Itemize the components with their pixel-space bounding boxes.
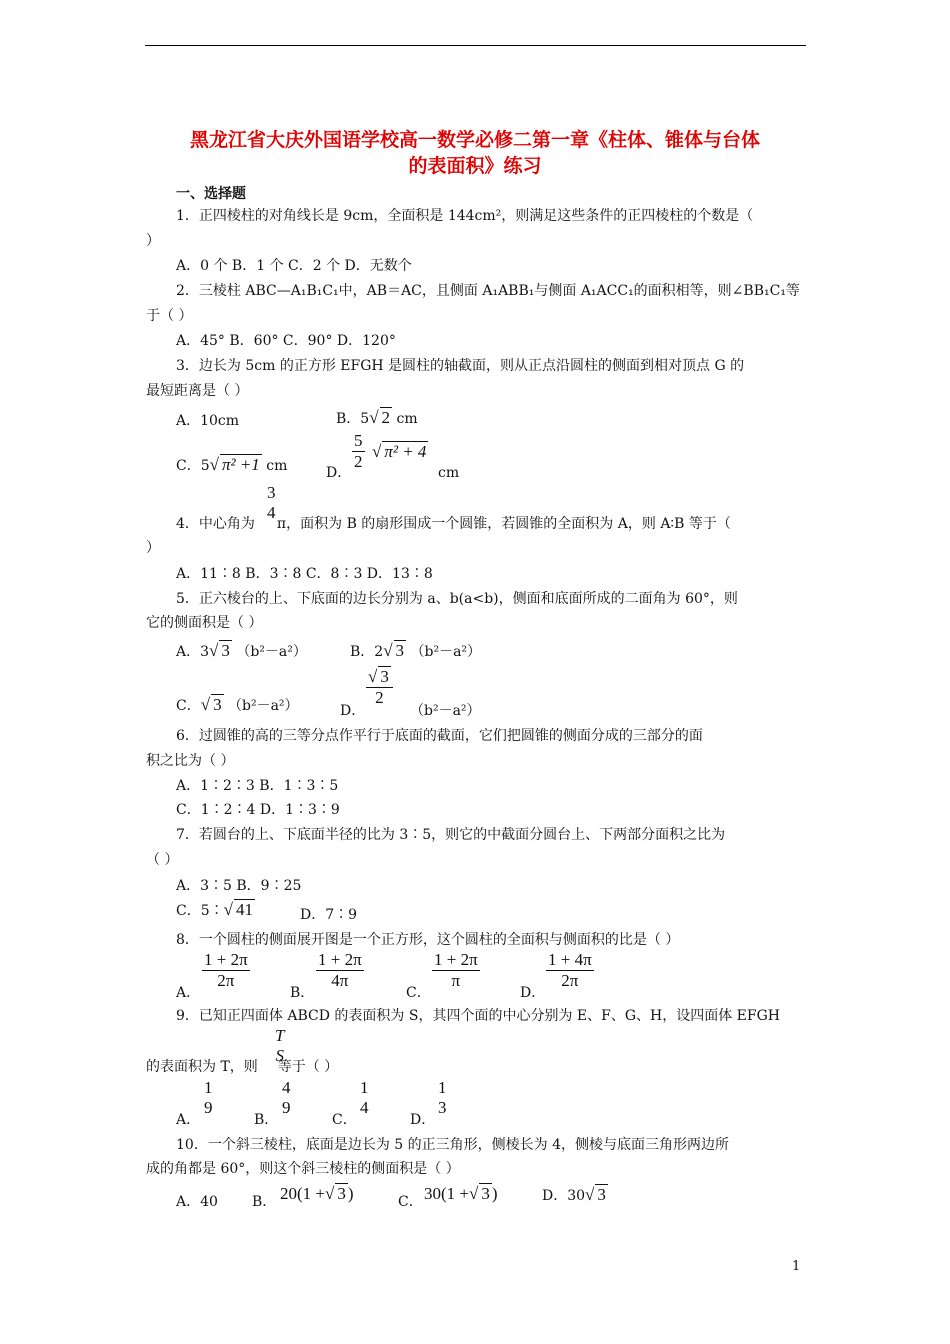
q5-option-a — [176, 640, 307, 662]
q3-d-label: D． — [326, 465, 352, 481]
q9-a-fraction — [202, 1078, 215, 1118]
q9-a-den: 9 — [204, 1098, 213, 1117]
q5-a-prefix: A．3 — [176, 644, 210, 660]
q10-option-c — [424, 1183, 498, 1204]
q5-b-prefix: B．2 — [350, 644, 384, 660]
q10-b-prefix: 20(1 + — [280, 1184, 325, 1203]
q5-c-sqrt: √ 3 — [200, 695, 222, 714]
q5-option-b — [350, 640, 481, 662]
q10-line2: 成的角都是 60°，则这个斜三棱柱的侧面积是（ ） — [146, 1161, 460, 1177]
q5-b-suffix: （b²－a²） — [410, 644, 482, 660]
q8-line1: 8．一个圆柱的侧面展开图是一个正方形，这个圆柱的全面积与侧面积的比是（ ） — [176, 932, 680, 948]
q9-frac-num: T — [275, 1026, 285, 1045]
q8-a-num: 1 + 2π — [204, 950, 248, 969]
q3-d-sqrt-wrap — [372, 441, 428, 463]
q3-option-c — [176, 454, 287, 476]
q5-d-suffix: （b²－a²） — [410, 703, 481, 719]
q4-frac-den: 4 — [267, 503, 276, 522]
q9-b-label: B． — [254, 1112, 279, 1128]
q5-c-radicand: 3 — [213, 695, 222, 714]
q8-c-den: π — [451, 971, 461, 990]
q6-line1: 6．过圆锥的高的三等分点作平行于底面的截面，它们把圆锥的侧面分成的三部分的面 — [176, 728, 703, 744]
q3-b-prefix: B．5 — [336, 411, 370, 427]
q8-b-num: 1 + 2π — [318, 950, 362, 969]
q5-d-den: 2 — [375, 688, 384, 707]
doc-title-line2: 的表面积》练习 — [408, 155, 542, 177]
q7-options-1: A．3∶5 B．9∶25 — [176, 878, 302, 894]
q3-option-a: A．10cm — [176, 413, 240, 429]
q4-line1-suffix: π，面积为 B 的扇形围成一个圆锥，若圆锥的全面积为 A，则 A∶B 等于（ — [276, 516, 731, 532]
q3-b-unit: cm — [396, 411, 418, 427]
q6-options-2: C．1∶2∶4 D．1∶3∶9 — [176, 802, 340, 818]
q5-a-suffix: （b²－a²） — [236, 644, 307, 660]
q10-option-d — [542, 1184, 608, 1206]
q9-line2-suffix: 等于（ ） — [277, 1059, 339, 1075]
q10-c-label: C． — [398, 1194, 423, 1210]
q8-a-fraction — [202, 950, 250, 991]
q10-b-radicand: 3 — [337, 1184, 346, 1203]
q8-b-den: 4π — [331, 971, 349, 990]
q1-line1: 1．正四棱柱的对角线长是 9cm，全面积是 144cm²，则满足这些条件的正四棱柱的个数是（ — [176, 208, 754, 224]
q9-line2-prefix: 的表面积为 T，则 — [146, 1059, 258, 1075]
q3-line1: 3．边长为 5cm 的正方形 EFGH 是圆柱的轴截面，则从正点沿圆柱的侧面到相对顶点 G 的 — [176, 358, 745, 374]
q9-c-fraction — [358, 1078, 371, 1118]
q10-b-label: B． — [252, 1194, 277, 1210]
q9-d-den: 3 — [438, 1098, 447, 1117]
section-heading: 一、选择题 — [176, 186, 246, 202]
doc-title-line1: 黑龙江省大庆外国语学校高一数学必修二第一章《柱体、锥体与台体 — [189, 129, 760, 151]
q8-d-label: D． — [520, 985, 546, 1001]
q10-option-a: A．40 — [176, 1194, 218, 1210]
q7-c-prefix: C．5∶ — [176, 903, 224, 919]
q5-c-prefix: C． — [176, 698, 201, 714]
q5-a-sqrt: √ 3 — [209, 641, 230, 660]
q4-line1 — [176, 514, 731, 534]
q5-option-c — [176, 694, 299, 716]
q5-d-num: √ 3 — [366, 666, 393, 688]
q8-d-den: 2π — [561, 971, 579, 990]
q4-line2: ） — [146, 540, 160, 556]
q9-a-label: A． — [176, 1112, 201, 1128]
q5-line2: 它的侧面积是（ ） — [146, 615, 263, 631]
q3-c-prefix: C．5 — [176, 458, 210, 474]
q2-options: A．45° B．60° C．90° D．120° — [176, 333, 396, 349]
q3-d-sqrt: √ π² + 4 — [372, 442, 427, 461]
q9-b-num: 4 — [282, 1078, 291, 1097]
q9-c-den: 4 — [360, 1098, 369, 1117]
q10-c-prefix: 30(1 + — [424, 1184, 469, 1203]
q3-d-fraction — [352, 431, 365, 472]
q5-b-radicand: 3 — [395, 641, 405, 660]
q3-d-radicand: π² + 4 — [384, 442, 427, 461]
q8-b-label: B． — [290, 985, 315, 1001]
q7-c-sqrt: √ 41 — [223, 900, 253, 919]
q9-c-num: 1 — [360, 1078, 369, 1097]
q10-c-suffix: ) — [491, 1184, 498, 1203]
q7-c-radicand: 41 — [235, 900, 253, 919]
q3-b-sqrt: √ 2 — [369, 408, 391, 427]
q6-line2: 积之比为（ ） — [146, 753, 235, 769]
q10-c-sqrt: √ 3 — [469, 1184, 490, 1203]
q10-b-suffix: ) — [347, 1184, 354, 1203]
q5-b-sqrt: √ 3 — [383, 641, 405, 660]
q10-c-radicand: 3 — [481, 1184, 490, 1203]
q5-line1: 5．正六棱台的上、下底面的边长分别为 a、b(a<b)，侧面和底面所成的二面角为 60°，则 — [176, 591, 738, 607]
q3-line2: 最短距离是（ ） — [146, 383, 249, 399]
q7-option-c — [176, 899, 255, 921]
q3-b-radicand: 2 — [381, 408, 391, 427]
q5-d-radicand: 3 — [380, 667, 389, 686]
q10-line1: 10．一个斜三棱柱，底面是边长为 5 的正三角形，侧棱长为 4，侧棱与底面三角形两边所 — [176, 1137, 729, 1153]
q2-line2: 于（ ） — [146, 308, 193, 324]
q7-line2: （ ） — [146, 852, 179, 868]
q3-option-b — [336, 407, 418, 429]
q5-c-suffix: （b²－a²） — [228, 698, 299, 714]
q10-d-radicand: 3 — [597, 1185, 606, 1204]
q9-d-fraction — [436, 1078, 449, 1118]
q1-options: A．0 个 B．1 个 C．2 个 D．无数个 — [176, 258, 412, 274]
q1-line2: ） — [146, 233, 160, 249]
q10-option-b — [280, 1183, 354, 1204]
q9-line1: 9．已知正四面体 ABCD 的表面积为 S，其四个面的中心分别为 E、F、G、H，设四面体 EFGH — [176, 1008, 780, 1024]
q10-d-label: D．30 — [542, 1188, 586, 1204]
q8-b-fraction — [316, 950, 364, 991]
q8-c-label: C． — [406, 985, 431, 1001]
q2-line1: 2．三棱柱 ABC—A₁B₁C₁中，AB＝AC，且侧面 A₁ABB₁与侧面 A₁ACC₁的面积相等，则∠BB₁C₁等 — [176, 283, 800, 299]
q9-line2 — [146, 1057, 338, 1077]
q8-a-den: 2π — [217, 971, 235, 990]
q9-frac-den: S — [275, 1046, 284, 1065]
q3-c-unit: cm — [266, 458, 288, 474]
q4-line1-prefix: 4．中心角为 — [176, 516, 255, 532]
q9-a-num: 1 — [204, 1078, 213, 1097]
page-number: 1 — [792, 1259, 801, 1274]
q4-options: A．11∶8 B．3∶8 C．8∶3 D．13∶8 — [176, 566, 433, 582]
q9-b-fraction — [280, 1078, 293, 1118]
q9-d-label: D． — [410, 1112, 436, 1128]
q9-d-num: 1 — [438, 1078, 447, 1097]
q5-d-label: D． — [340, 703, 366, 719]
q3-c-sqrt: √ π² +1 — [209, 455, 260, 474]
q3-c-radicand: π² +1 — [221, 455, 260, 474]
header-rule — [145, 45, 806, 46]
q10-d-sqrt: √ 3 — [585, 1185, 606, 1204]
q9-b-den: 9 — [282, 1098, 291, 1117]
q3-d-den: 2 — [354, 452, 363, 471]
q4-frac-num: 3 — [267, 483, 276, 502]
q9-c-label: C． — [332, 1112, 357, 1128]
q5-d-fraction — [366, 666, 393, 708]
q7-option-d: D．7∶9 — [300, 907, 358, 923]
q5-a-radicand: 3 — [221, 641, 230, 660]
q8-c-num: 1 + 2π — [434, 950, 478, 969]
q8-d-fraction — [546, 950, 594, 991]
q7-line1: 7．若圆台的上、下底面半径的比为 3∶5，则它的中截面分圆台上、下两部分面积之比为 — [176, 827, 726, 843]
q8-a-label: A． — [176, 985, 201, 1001]
q3-d-num: 5 — [354, 431, 363, 450]
q6-options-1: A．1∶2∶3 B．1∶3∶5 — [176, 778, 339, 794]
q8-d-num: 1 + 4π — [548, 950, 592, 969]
q10-b-sqrt: √ 3 — [325, 1184, 346, 1203]
q8-c-fraction — [432, 950, 480, 991]
q3-d-unit: cm — [438, 465, 460, 481]
